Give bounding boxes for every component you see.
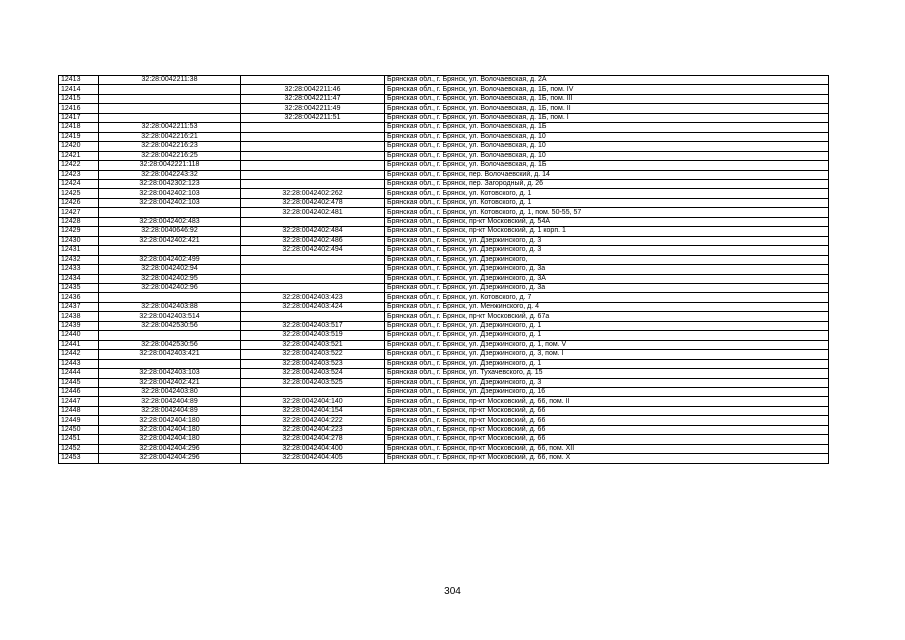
table-row [59,113,829,122]
address-cell: Брянская обл., г. Брянск, ул. Дзержинского, д. 1, пом. V [385,340,829,349]
object-number-cell: 32:28:0042211:51 [241,113,385,122]
row-number-cell: 12421 [59,151,99,160]
row-number-cell: 12420 [59,142,99,151]
table-row [59,265,829,274]
cadastral-number-cell [99,246,241,255]
cadastral-number-cell: 32:28:0042402:483 [99,217,241,226]
object-number-cell: 32:28:0042403:523 [241,359,385,368]
cadastral-number-cell: 32:28:0042404:89 [99,406,241,415]
row-number-cell: 12415 [59,94,99,103]
row-number-cell: 12418 [59,123,99,132]
address-cell: Брянская обл., г. Брянск, ул. Волочаевская, д. 1Б, пом. I [385,113,829,122]
address-cell: Брянская обл., г. Брянск, ул. Дзержинского, д. 1 [385,321,829,330]
row-number-cell: 12439 [59,321,99,330]
object-number-cell: 32:28:0042402:262 [241,189,385,198]
table-row [59,340,829,349]
registry-table [58,75,829,464]
row-number-cell: 12436 [59,293,99,302]
address-cell: Брянская обл., г. Брянск, ул. Котовского, д. 7 [385,293,829,302]
row-number-cell: 12416 [59,104,99,113]
table-row [59,104,829,113]
object-number-cell: 32:28:0042402:481 [241,208,385,217]
table-row [59,312,829,321]
row-number-cell: 12430 [59,236,99,245]
page-number: 304 [444,586,461,597]
table-row [59,274,829,283]
address-cell: Брянская обл., г. Брянск, пер. Волочаевский, д. 14 [385,170,829,179]
cadastral-number-cell: 32:28:0042221:118 [99,161,241,170]
cadastral-number-cell [99,104,241,113]
cadastral-number-cell [99,208,241,217]
row-number-cell: 12413 [59,76,99,85]
address-cell: Брянская обл., г. Брянск, ул. Волочаевская, д. 1Б [385,123,829,132]
address-cell: Брянская обл., г. Брянск, ул. Волочаевская, д. 10 [385,142,829,151]
cadastral-number-cell: 32:28:0042530:56 [99,321,241,330]
row-number-cell: 12424 [59,179,99,188]
table-row [59,217,829,226]
address-cell: Брянская обл., г. Брянск, пр-кт Московский, д. 1 корп. 1 [385,227,829,236]
table-row [59,170,829,179]
cadastral-number-cell: 32:28:0042404:89 [99,397,241,406]
table-row [59,406,829,415]
table-row [59,293,829,302]
object-number-cell: 32:28:0042402:484 [241,227,385,236]
table-row [59,189,829,198]
row-number-cell: 12453 [59,454,99,463]
row-number-cell: 12426 [59,198,99,207]
object-number-cell: 32:28:0042404:405 [241,454,385,463]
row-number-cell: 12443 [59,359,99,368]
object-number-cell: 32:28:0042403:519 [241,331,385,340]
address-cell: Брянская обл., г. Брянск, ул. Волочаевская, д. 1Б, пом. II [385,104,829,113]
row-number-cell: 12441 [59,340,99,349]
row-number-cell: 12444 [59,369,99,378]
object-number-cell: 32:28:0042404:278 [241,435,385,444]
cadastral-number-cell [99,85,241,94]
row-number-cell: 12442 [59,350,99,359]
object-number-cell [241,387,385,396]
object-number-cell: 32:28:0042402:478 [241,198,385,207]
object-number-cell [241,255,385,264]
cadastral-number-cell: 32:28:0042403:421 [99,350,241,359]
cadastral-number-cell [99,94,241,103]
object-number-cell: 32:28:0042402:494 [241,246,385,255]
table-row [59,321,829,330]
table-row [59,208,829,217]
table-row [59,246,829,255]
table-row [59,359,829,368]
row-number-cell: 12451 [59,435,99,444]
row-number-cell: 12432 [59,255,99,264]
table-row [59,425,829,434]
cadastral-number-cell: 32:28:0042211:38 [99,76,241,85]
object-number-cell [241,179,385,188]
table-row [59,331,829,340]
table-row [59,397,829,406]
address-cell: Брянская обл., г. Брянск, пр-кт Московский, д. 66, пом. X [385,454,829,463]
address-cell: Брянская обл., г. Брянск, пр-кт Московский, д. 66, пом. XII [385,444,829,453]
row-number-cell: 12427 [59,208,99,217]
object-number-cell: 32:28:0042403:524 [241,369,385,378]
address-cell: Брянская обл., г. Брянск, ул. Дзержинского, д. 1 [385,331,829,340]
table-row [59,378,829,387]
address-cell: Брянская обл., г. Брянск, ул. Менжинского, д. 4 [385,302,829,311]
cadastral-number-cell: 32:28:0042402:421 [99,236,241,245]
row-number-cell: 12433 [59,265,99,274]
object-number-cell [241,274,385,283]
table-row [59,161,829,170]
address-cell: Брянская обл., г. Брянск, ул. Волочаевская, д. 10 [385,151,829,160]
address-cell: Брянская обл., г. Брянск, ул. Дзержинского, д. 16 [385,387,829,396]
table-row [59,387,829,396]
address-cell: Брянская обл., г. Брянск, ул. Волочаевская, д. 1Б, пом. III [385,94,829,103]
cadastral-number-cell: 32:28:0042402:103 [99,189,241,198]
registry-table-body [59,76,829,464]
row-number-cell: 12425 [59,189,99,198]
cadastral-number-cell: 32:28:0042302:123 [99,179,241,188]
row-number-cell: 12437 [59,302,99,311]
address-cell: Брянская обл., г. Брянск, ул. Дзержинского, д. 3, пом. I [385,350,829,359]
cadastral-number-cell: 32:28:0042530:56 [99,340,241,349]
cadastral-number-cell: 32:28:0042402:421 [99,378,241,387]
object-number-cell: 32:28:0042211:46 [241,85,385,94]
address-cell: Брянская обл., г. Брянск, пр-кт Московский, д. 67а [385,312,829,321]
object-number-cell: 32:28:0042404:400 [241,444,385,453]
cadastral-number-cell: 32:28:0042211:53 [99,123,241,132]
address-cell: Брянская обл., г. Брянск, ул. Дзержинского, д. 3 [385,246,829,255]
address-cell: Брянская обл., г. Брянск, ул. Котовского, д. 1 [385,189,829,198]
cadastral-number-cell: 32:28:0042403:514 [99,312,241,321]
row-number-cell: 12446 [59,387,99,396]
address-cell: Брянская обл., г. Брянск, пр-кт Московский, д. 66 [385,435,829,444]
object-number-cell: 32:28:0042403:525 [241,378,385,387]
address-cell: Брянская обл., г. Брянск, пр-кт Московский, д. 54А [385,217,829,226]
address-cell: Брянская обл., г. Брянск, ул. Дзержинского, д. 3а [385,265,829,274]
cadastral-number-cell: 32:28:0042402:499 [99,255,241,264]
address-cell: Брянская обл., г. Брянск, ул. Волочаевская, д. 1Б [385,161,829,170]
cadastral-number-cell: 32:28:0040646:92 [99,227,241,236]
address-cell: Брянская обл., г. Брянск, ул. Дзержинского, д. 3А [385,274,829,283]
object-number-cell [241,142,385,151]
address-cell: Брянская обл., г. Брянск, пр-кт Московский, д. 66, пом. II [385,397,829,406]
address-cell: Брянская обл., г. Брянск, ул. Волочаевская, д. 2А [385,76,829,85]
row-number-cell: 12414 [59,85,99,94]
cadastral-number-cell: 32:28:0042403:80 [99,387,241,396]
cadastral-number-cell: 32:28:0042404:180 [99,416,241,425]
address-cell: Брянская обл., г. Брянск, ул. Дзержинского, д. 3 [385,378,829,387]
object-number-cell [241,151,385,160]
row-number-cell: 12445 [59,378,99,387]
row-number-cell: 12422 [59,161,99,170]
object-number-cell: 32:28:0042403:424 [241,302,385,311]
table-row [59,94,829,103]
row-number-cell: 12434 [59,274,99,283]
row-number-cell: 12448 [59,406,99,415]
row-number-cell: 12438 [59,312,99,321]
table-row [59,302,829,311]
table-row [59,236,829,245]
cadastral-number-cell: 32:28:0042403:88 [99,302,241,311]
object-number-cell: 32:28:0042404:223 [241,425,385,434]
row-number-cell: 12435 [59,283,99,292]
address-cell: Брянская обл., г. Брянск, ул. Котовского, д. 1, пом. 50-55, 57 [385,208,829,217]
row-number-cell: 12417 [59,113,99,122]
row-number-cell: 12450 [59,425,99,434]
object-number-cell: 32:28:0042404:154 [241,406,385,415]
table-row [59,435,829,444]
cadastral-number-cell: 32:28:0042216:25 [99,151,241,160]
table-row [59,283,829,292]
cadastral-number-cell [99,113,241,122]
address-cell: Брянская обл., г. Брянск, пр-кт Московский, д. 66 [385,416,829,425]
object-number-cell [241,161,385,170]
table-row [59,416,829,425]
object-number-cell: 32:28:0042403:517 [241,321,385,330]
row-number-cell: 12419 [59,132,99,141]
cadastral-number-cell [99,293,241,302]
table-row [59,227,829,236]
object-number-cell [241,217,385,226]
object-number-cell: 32:28:0042404:222 [241,416,385,425]
address-cell: Брянская обл., г. Брянск, ул. Дзержинского, д. 3а [385,283,829,292]
cadastral-number-cell: 32:28:0042403:103 [99,369,241,378]
table-row [59,444,829,453]
cadastral-number-cell: 32:28:0042216:21 [99,132,241,141]
table-row [59,142,829,151]
address-cell: Брянская обл., г. Брянск, пр-кт Московский, д. 66 [385,425,829,434]
object-number-cell: 32:28:0042403:522 [241,350,385,359]
object-number-cell: 32:28:0042402:486 [241,236,385,245]
object-number-cell [241,76,385,85]
object-number-cell: 32:28:0042403:423 [241,293,385,302]
row-number-cell: 12429 [59,227,99,236]
row-number-cell: 12431 [59,246,99,255]
cadastral-number-cell: 32:28:0042216:23 [99,142,241,151]
table-row [59,85,829,94]
table-row [59,76,829,85]
table-row [59,369,829,378]
address-cell: Брянская обл., г. Брянск, ул. Волочаевская, д. 10 [385,132,829,141]
object-number-cell: 32:28:0042403:521 [241,340,385,349]
address-cell: Брянская обл., г. Брянск, пер. Загородный, д. 26 [385,179,829,188]
object-number-cell [241,312,385,321]
object-number-cell [241,265,385,274]
row-number-cell: 12447 [59,397,99,406]
object-number-cell: 32:28:0042211:47 [241,94,385,103]
table-row [59,179,829,188]
row-number-cell: 12423 [59,170,99,179]
cadastral-number-cell: 32:28:0042404:296 [99,454,241,463]
address-cell: Брянская обл., г. Брянск, ул. Котовского, д. 1 [385,198,829,207]
cadastral-number-cell: 32:28:0042402:103 [99,198,241,207]
table-row [59,198,829,207]
table-row [59,350,829,359]
object-number-cell [241,170,385,179]
address-cell: Брянская обл., г. Брянск, пр-кт Московский, д. 66 [385,406,829,415]
cadastral-number-cell: 32:28:0042404:296 [99,444,241,453]
cadastral-number-cell: 32:28:0042404:180 [99,425,241,434]
cadastral-number-cell: 32:28:0042402:95 [99,274,241,283]
address-cell: Брянская обл., г. Брянск, ул. Дзержинского, д. 3 [385,236,829,245]
object-number-cell: 32:28:0042211:49 [241,104,385,113]
cadastral-number-cell: 32:28:0042402:94 [99,265,241,274]
address-cell: Брянская обл., г. Брянск, ул. Тухачевского, д. 15 [385,369,829,378]
address-cell: Брянская обл., г. Брянск, ул. Волочаевская, д. 1Б, пом. IV [385,85,829,94]
row-number-cell: 12452 [59,444,99,453]
object-number-cell [241,283,385,292]
table-row [59,132,829,141]
object-number-cell [241,132,385,141]
address-cell: Брянская обл., г. Брянск, ул. Дзержинского, д. 1 [385,359,829,368]
cadastral-number-cell [99,331,241,340]
row-number-cell: 12440 [59,331,99,340]
cadastral-number-cell: 32:28:0042243:32 [99,170,241,179]
address-cell: Брянская обл., г. Брянск, ул. Дзержинского, [385,255,829,264]
object-number-cell: 32:28:0042404:140 [241,397,385,406]
table-row [59,255,829,264]
cadastral-number-cell: 32:28:0042404:180 [99,435,241,444]
row-number-cell: 12449 [59,416,99,425]
table-row [59,151,829,160]
table-row [59,454,829,463]
row-number-cell: 12428 [59,217,99,226]
cadastral-number-cell [99,359,241,368]
object-number-cell [241,123,385,132]
cadastral-number-cell: 32:28:0042402:96 [99,283,241,292]
table-row [59,123,829,132]
